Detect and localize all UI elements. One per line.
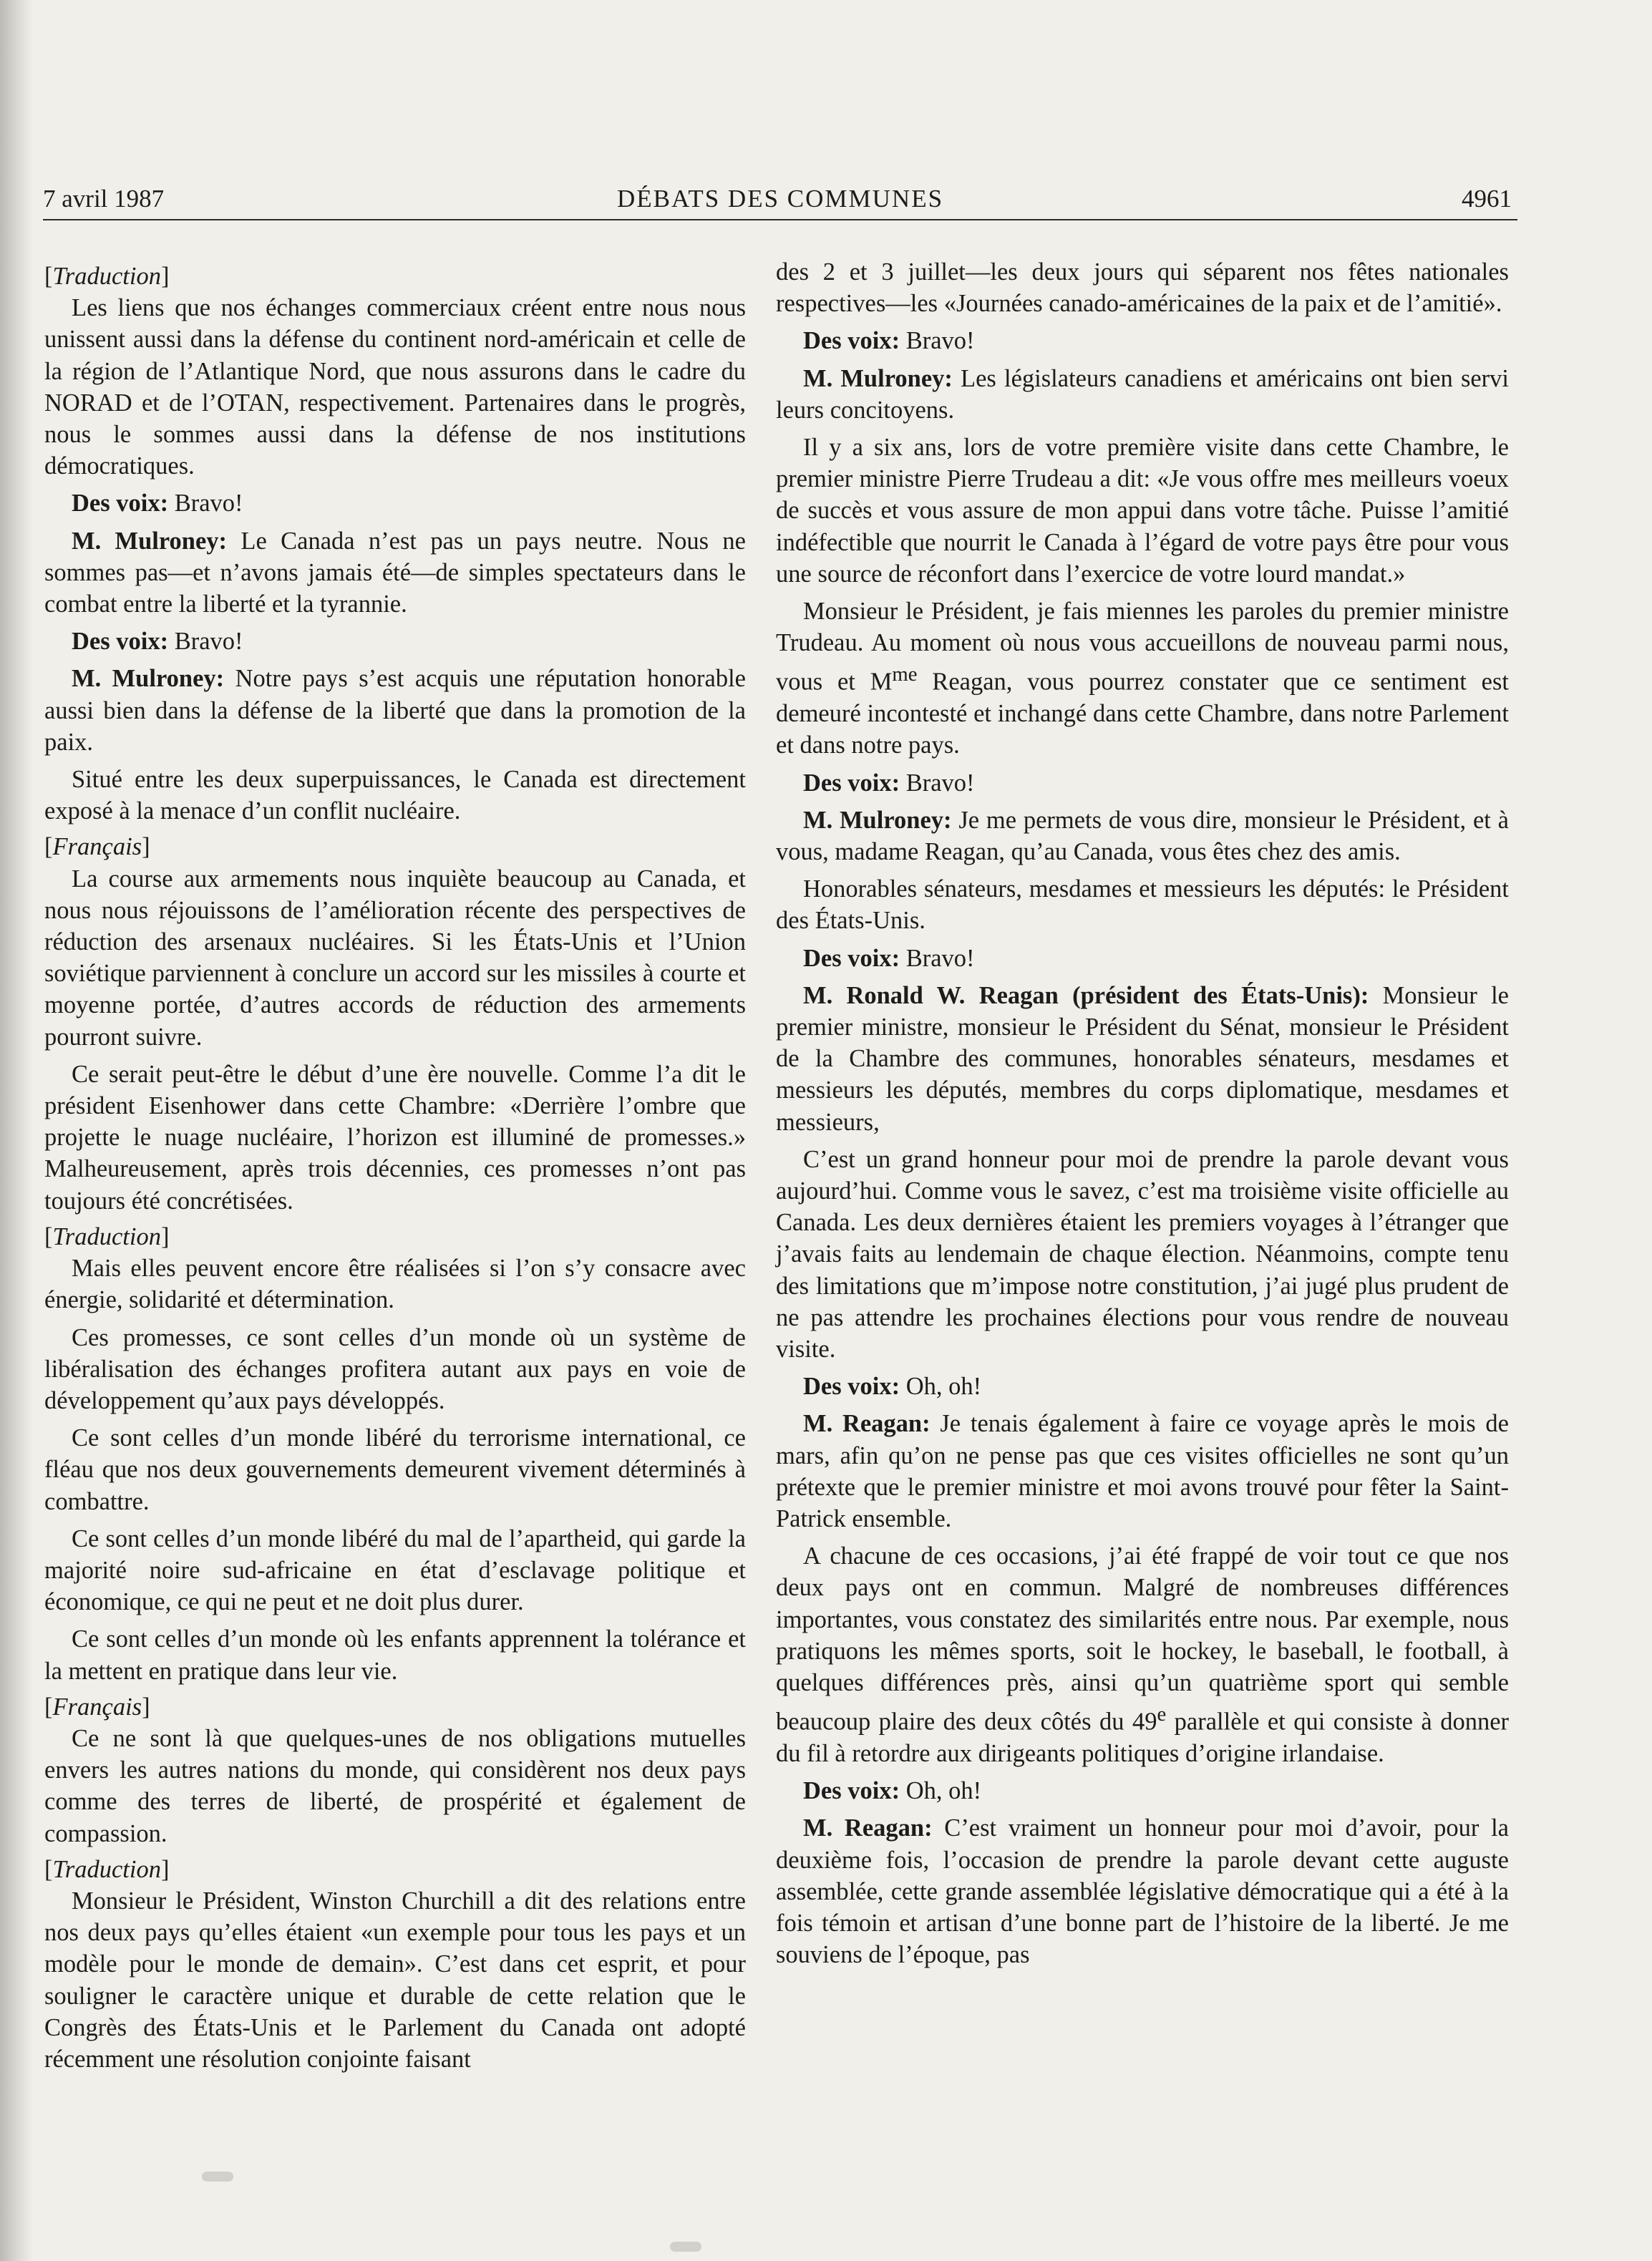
language-marker: [Traduction] [44, 1855, 170, 1883]
language-marker: [Français] [44, 1693, 150, 1721]
header-title: DÉBATS DES COMMUNES [616, 185, 944, 213]
language-marker: [Traduction] [44, 263, 170, 290]
paragraph: Ce ne sont là que quelques-unes de nos obligations mutuelles envers les autres nations du monde, qui considèrent nos deux pays comme des terres de liberté, de prospérité et également de compassion. [44, 1724, 746, 1847]
speaker-name: M. Mulroney: [803, 806, 952, 834]
page-number: 4961 [1462, 185, 1512, 213]
paragraph: Mais elles peuvent encore être réalisées si l’on s’y consacre avec énergie, solidarité et détermination. [44, 1255, 746, 1314]
paragraph: Des voix: Oh, oh! [803, 1373, 982, 1401]
paragraph: M. Mulroney: Je me permets de vous dire, monsieur le Président, et à vous, madame Reagan, qu’au Canada, vous êtes chez des amis. [776, 806, 1509, 865]
paragraph: Ce serait peut-être le début d’une ère nouvelle. Comme l’a dit le président Eisenhower dans cette Chambre: «Derrière l’ombre que projette le nuage nucléaire, l’horizon est illuminé de promesses.» Malheureusement, après trois décennies, ces promesses n’ont pas toujours été concrétisées. [44, 1060, 746, 1215]
paragraph: Des voix: Bravo! [72, 628, 243, 656]
paragraph: Ce sont celles d’un monde libéré du mal de l’apartheid, qui garde la majorité noire sud-africaine en état d’esclavage politique et économique, ce qui ne peut et ne doit plus durer. [44, 1525, 746, 1616]
paragraph: Ces promesses, ce sont celles d’un monde où un système de libéralisation des échanges profitera autant aux pays en voie de développement qu’aux pays développés. [44, 1323, 746, 1414]
binding-gutter [0, 0, 33, 2261]
paragraph: Des voix: Bravo! [803, 944, 975, 972]
right-column [776, 256, 1509, 1970]
paragraph: Monsieur le Président, je fais miennes les paroles du premier ministre Trudeau. Au moment où nous vous accueillons de nouveau parmi nous, vous et $M^{me}$ Reagan, vous pourrez constater que ce sentiment est demeuré incontesté et inchangé dans cette Chambre, dans notre Parlement et dans notre pays. [776, 598, 1509, 759]
scan-mark [670, 2242, 701, 2252]
speaker-name: M. Reagan: [803, 1410, 931, 1438]
paragraph: M. Mulroney: Notre pays s’est acquis une réputation honorable aussi bien dans la défense de la liberté que dans la promotion de la paix. [44, 665, 746, 756]
paragraph: M. Mulroney: Le Canada n’est pas un pays neutre. Nous ne sommes pas—et n’avons jamais été—de simples spectateurs dans le combat entre la liberté et la tyrannie. [44, 527, 746, 618]
paragraph: Des voix: Bravo! [72, 490, 243, 517]
speaker-name: Des voix: [803, 1373, 900, 1401]
paragraph: Les liens que nos échanges commerciaux créent entre nous nous unissent aussi dans la défense du continent nord-américain et celle de la région de l’Atlantique Nord, que nous assurons dans le cadre du NORAD et de l’OTAN, respectivement. Partenaires dans le progrès, nous le sommes aussi dans la défense de nos institutions démocratiques. [44, 294, 746, 480]
speaker-name: Des voix: [72, 628, 169, 656]
header-date: 7 avril 1987 [43, 185, 165, 213]
speaker-name: Des voix: [803, 769, 900, 797]
paragraph: C’est un grand honneur pour moi de prendre la parole devant vous aujourd’hui. Comme vous le savez, c’est ma troisième visite officielle au Canada. Les deux dernières étaient les premiers voyages à l’étranger que j’avais faits au lendemain de chaque élection. Néanmoins, compte tenu des limitations que m’impose notre constitution, j’ai jugé plus prudent de ne pas attendre les prochaines élections pour vous rendre de nouveau visite. [776, 1145, 1509, 1363]
paragraph: Ce sont celles d’un monde libéré du terrorisme international, ce fléau que nos deux gouvernements demeurent vivement déterminés à combattre. [44, 1424, 746, 1515]
paragraph: Honorables sénateurs, mesdames et messieurs les députés: le Président des États-Unis. [776, 875, 1509, 935]
paragraph: Ce sont celles d’un monde où les enfants apprennent la tolérance et la mettent en pratique dans leur vie. [44, 1625, 746, 1685]
paragraph: Monsieur le Président, Winston Churchill a dit des relations entre nos deux pays qu’elles étaient «un exemple pour tous les pays et un modèle pour le monde de demain». C’est dans cet esprit, et pour souligner le caractère unique et durable de cette relation que le Congrès des États-Unis et le Parlement du Canada ont adopté récemment une résolution conjointe faisant [44, 1887, 746, 2073]
speaker-name: M. Reagan: [803, 1814, 933, 1842]
speaker-name: M. Mulroney: [72, 527, 228, 555]
speaker-name: Des voix: [803, 944, 900, 972]
paragraph: M. Mulroney: Les législateurs canadiens et américains ont bien servi leurs concitoyens. [776, 364, 1510, 424]
speaker-name: M. Mulroney: [803, 364, 953, 392]
paragraph: A chacune de ces occasions, j’ai été frappé de voir tout ce que nos deux pays ont en commun. Malgré de nombreuses différences importantes, vous constatez des similarités entre nous. Par exemple, nous pratiquons les mêmes sports, soit le hockey, le baseball, le football, à quelques différences près, ainsi qu’un quatrième sport qui semble beaucoup plaire des deux côtés du 49e parallèle et qui consiste à donner du fil à retordre aux dirigeants politiques d’origine irlandaise. [776, 1542, 1509, 1767]
speaker-name: Des voix: [72, 490, 169, 517]
paragraph: Des voix: Oh, oh! [803, 1777, 982, 1805]
language-marker: [Français] [44, 833, 150, 861]
speaker-name: Des voix: [803, 327, 900, 355]
paragraph: Des voix: Bravo! [803, 769, 975, 797]
page-header [43, 178, 1517, 220]
speaker-name: M. Mulroney: [72, 665, 225, 693]
paragraph: des 2 et 3 juillet—les deux jours qui séparent nos fêtes nationales respectives—les «Journées canado-américaines de la paix et de l’amitié». [776, 258, 1509, 318]
paragraph: Des voix: Bravo! [803, 327, 975, 355]
paragraph: Il y a six ans, lors de votre première visite dans cette Chambre, le premier ministre Pierre Trudeau a dit: «Je vous offre mes meilleurs voeux de succès et vous assure de mon appui dans votre tâche. Puisse l’amitié indéfectible que nourrit le Canada à l’égard de votre pays être pour vous une source de réconfort dans l’exercice de votre lourd mandat.» [776, 434, 1509, 588]
speaker-name: Des voix: [803, 1777, 900, 1805]
paragraph: M. Reagan: C’est vraiment un honneur pour moi d’avoir, pour la deuxième fois, l’occasion de prendre la parole devant cette auguste assemblée, cette grande assemblée législative démocratique qui a été à la fois témoin et artisan d’une bonne part de l’histoire de la liberté. Je me souviens de l’époque, pas [776, 1814, 1509, 1969]
paragraph: M. Ronald W. Reagan (président des États-Unis): Monsieur le premier ministre, monsieur le Président du Sénat, monsieur le Président de la Chambre des communes, honorables sénateurs, mesdames et messieurs les députés, membres du corps diplomatique, mesdames et messieurs, [776, 981, 1509, 1136]
language-marker: [Traduction] [44, 1222, 170, 1250]
paragraph: M. Reagan: Je tenais également à faire ce voyage après le mois de mars, afin qu’on ne pense pas que ces visites officielles ne sont qu’un prétexte que le premier ministre et moi avons trouvé pour fêter la Saint-Patrick ensemble. [776, 1410, 1509, 1533]
speaker-name: M. Ronald W. Reagan (président des États-Unis): [803, 981, 1369, 1009]
scan-mark [202, 2172, 233, 2182]
paragraph: Situé entre les deux superpuissances, le Canada est directement exposé à la menace d’un conflit nucléaire. [44, 766, 746, 825]
left-column [44, 256, 746, 2075]
paragraph: La course aux armements nous inquiète beaucoup au Canada, et nous nous réjouissons de l’amélioration récente des perspectives de réduction des arsenaux nucléaires. Si les États-Unis et l’Union soviétique parviennent à conclure un accord sur les missiles à courte et moyenne portée, d’autres accords de réduction des armements pourront suivre. [44, 865, 746, 1051]
